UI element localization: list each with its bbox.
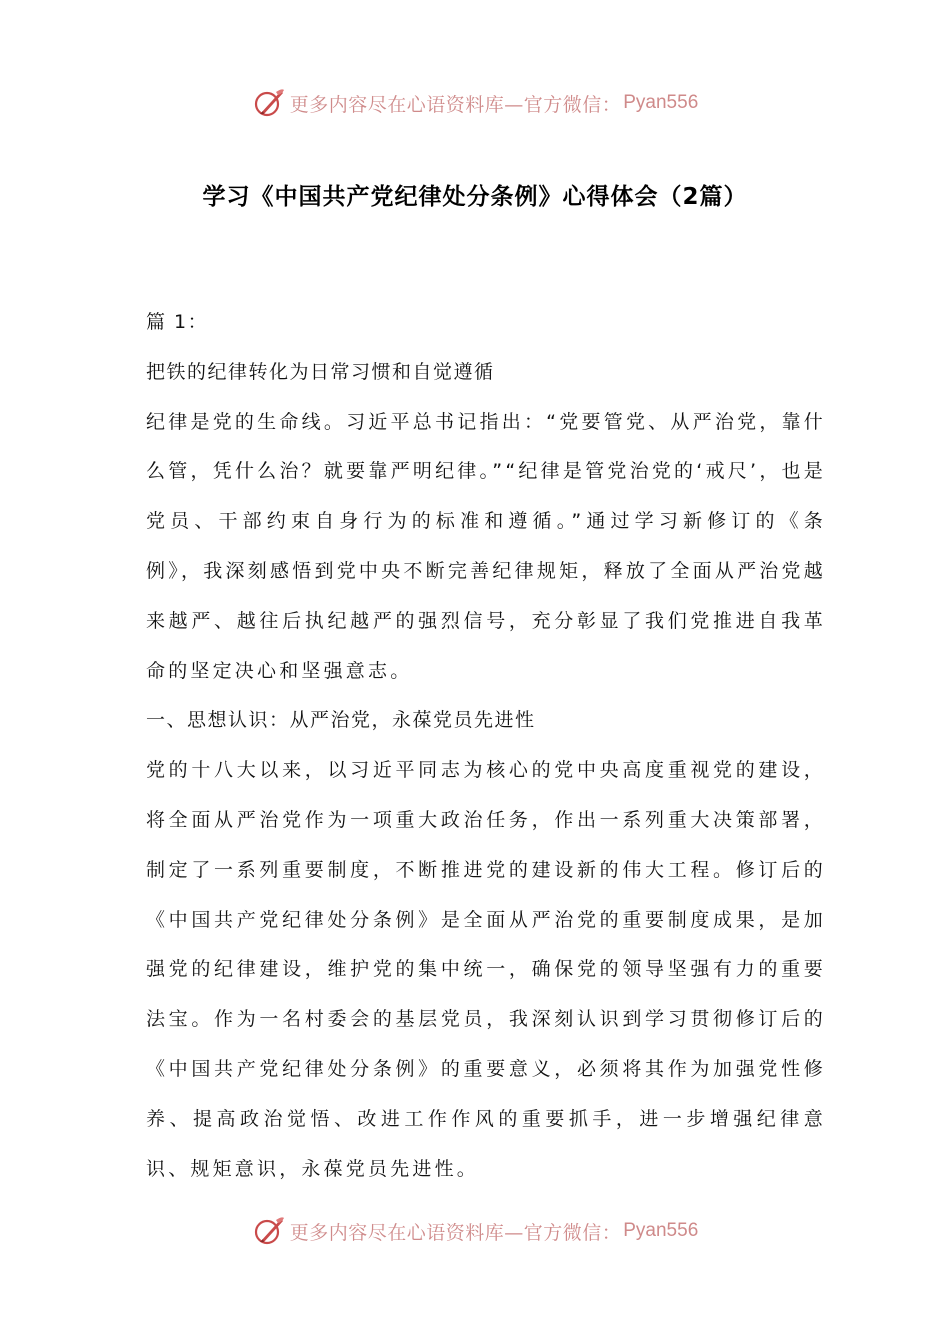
paragraph-2: 党的十八大以来，以习近平同志为核心的党中央高度重视党的建设，将全面从严治党作为一项重大政治任务，作出一系列重大决策部署，制定了一系列重要制度，不断推进党的建设新的伟大工程。修订后的《中国共产党纪律处分条例》是全面从严治党的重要制度成果，是加强党的纪律建设，维护党的集中统一，确保党的领导坚强有力的重要法宝。作为一名村委会的基层党员，我深刻认识到学习贯彻修订后的《中国共产党纪律处分条例》的重要意义，必须将其作为加强党性修养、提高政治觉悟、改进工作作风的重要抓手，进一步增强纪律意识、规矩意识，永葆党员先进性。 — [146, 759, 826, 1180]
paragraph-1: 纪律是党的生命线。习近平总书记指出：“党要管党、从严治党，靠什么管，凭什么治？就要靠严明纪律。”“纪律是管党治党的‘戒尺’，也是党员、干部约束自身行为的标准和遵循。”通过学习新修订的《条例》，我深刻感悟到党中央不断完善纪律规矩，释放了全面从严治党越来越严、越往后执纪越严的强烈信号，充分彰显了我们党推进自我革命的坚定决心和坚强意志。 — [146, 410, 826, 682]
watermark-banner-bottom — [0, 1214, 950, 1248]
watermark-banner-top — [0, 86, 950, 120]
watermark-wechat-id: Pyan556 — [623, 92, 699, 113]
document-title: 学习《中国共产党纪律处分条例》心得体会（2篇） — [202, 184, 748, 210]
section-subtitle: 把铁的纪律转化为日常习惯和自觉遵循 — [146, 360, 495, 383]
section-heading-1: 一、思想认识：从严治党，永葆党员先进性 — [146, 709, 536, 732]
document-body — [146, 298, 826, 1194]
quill-logo-icon — [252, 86, 286, 120]
watermark-wechat-id: Pyan556 — [623, 1220, 699, 1241]
quill-logo-icon — [252, 1214, 286, 1248]
section-label: 篇 1： — [146, 311, 209, 333]
watermark-text: 更多内容尽在心语资料库—官方微信： — [289, 93, 622, 116]
watermark-text: 更多内容尽在心语资料库—官方微信： — [289, 1221, 622, 1244]
